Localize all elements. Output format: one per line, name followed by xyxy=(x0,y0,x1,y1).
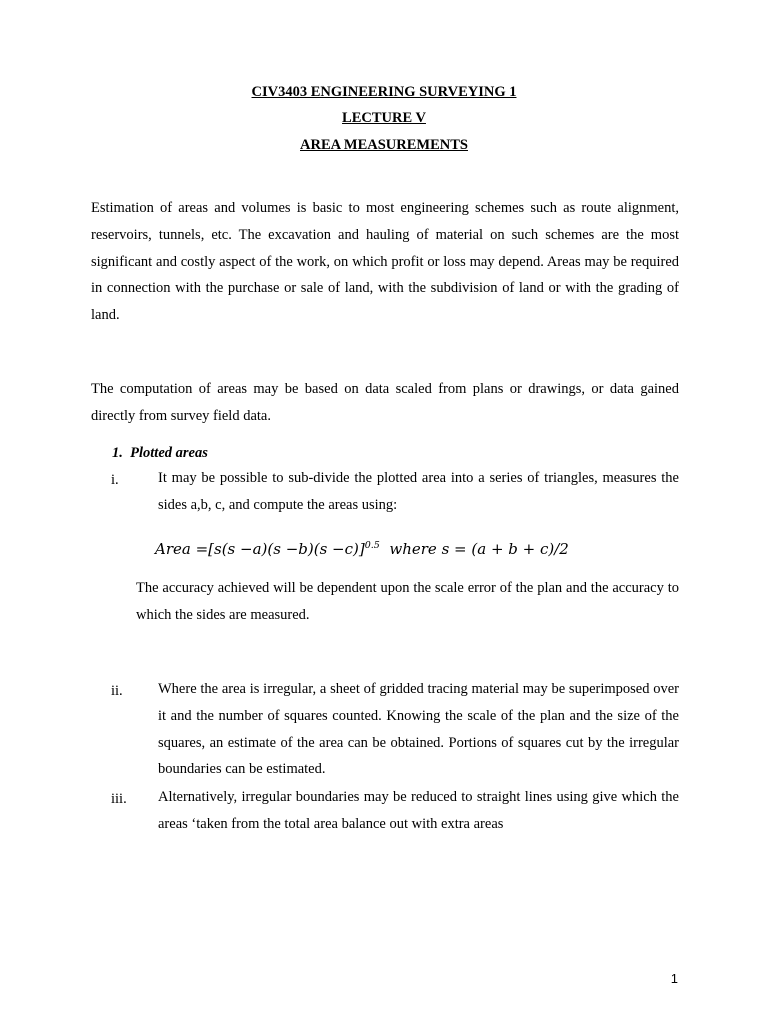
formula-tail: where s = (a + b + c)/2 xyxy=(379,540,569,558)
page-number: 1 xyxy=(670,971,678,986)
section-heading-plotted-areas: 1. Plotted areas xyxy=(112,445,208,461)
heron-formula xyxy=(155,535,569,560)
list-item-number: i. xyxy=(111,472,119,488)
lecture-title: LECTURE V xyxy=(342,110,426,126)
formula-main: Area =[s(s −a)(s −b)(s −c)] xyxy=(155,540,365,558)
computation-paragraph: The computation of areas may be based on data scaled from plans or drawings, or data gained directly from survey field data. xyxy=(91,381,679,424)
accuracy-note: The accuracy achieved will be dependent upon the scale error of the plan and the accuracy to which the sides are measured. xyxy=(136,580,679,623)
list-item-text: Where the area is irregular, a sheet of gridded tracing material may be superimposed over it and the number of squares counted. Knowing the scale of the plan and the size of the squares, an estimate of the area can be obtained. Portions of squares cut by the irregular boundaries can be estimated. xyxy=(158,681,679,778)
list-item-number: iii. xyxy=(111,791,127,807)
list-item-number: ii. xyxy=(111,683,123,699)
intro-paragraph: Estimation of areas and volumes is basic to most engineering schemes such as route alignment, reservoirs, tunnels, etc. The excavation and hauling of material on such schemes are the most significant and costly aspect of the work, on which profit or loss may depend. Areas may be required in connection with the purchase or sale of land, with the subdivision of land or with the grading of land. xyxy=(91,200,679,324)
formula-exponent: 0.5 xyxy=(364,540,380,551)
list-item-text: It may be possible to sub-divide the plotted area into a series of triangles, measures the sides a,b, c, and compute the areas using: xyxy=(158,470,679,513)
topic-title: AREA MEASUREMENTS xyxy=(300,137,468,153)
course-title: CIV3403 ENGINEERING SURVEYING 1 xyxy=(251,84,517,100)
list-item-text: Alternatively, irregular boundaries may be reduced to straight lines using give which the areas ‘taken from the total area balance out with extra areas xyxy=(158,789,679,832)
